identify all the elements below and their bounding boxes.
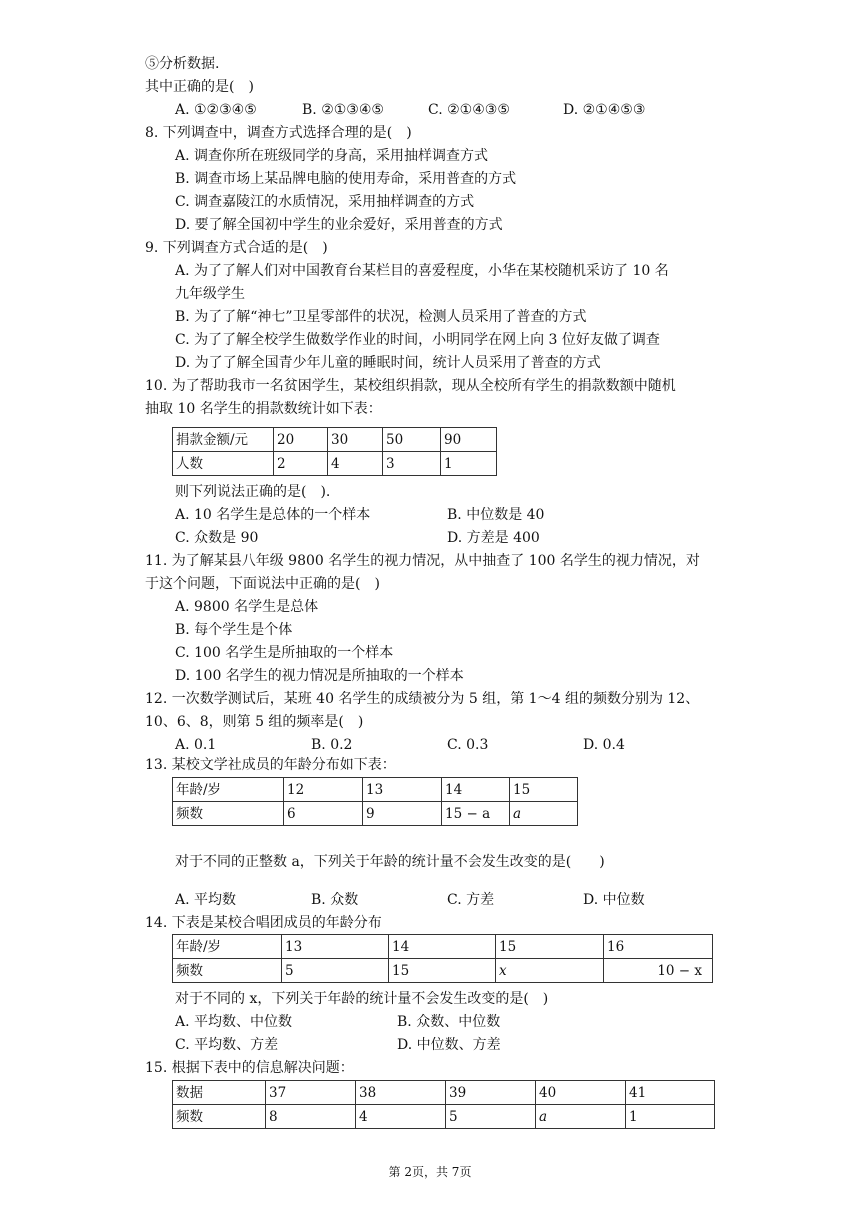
- q7-option-b: B. ②①③④⑤: [302, 102, 384, 118]
- q10-option-c: C. 众数是 90: [175, 530, 259, 546]
- q10-question: 则下列说法正确的是( ).: [175, 484, 331, 500]
- q12-option-a: A. 0.1: [175, 737, 217, 753]
- table-cell: 30: [328, 428, 383, 452]
- table-row: [173, 935, 713, 959]
- q8-stem: 8. 下列调查中，调查方式选择合理的是( ): [145, 125, 412, 141]
- table-cell: 频数: [173, 802, 284, 826]
- q13-option-b: B. 众数: [311, 892, 359, 908]
- table-cell: 频数: [173, 1105, 266, 1129]
- q10-stem-line2: 抽取 10 名学生的捐款数统计如下表：: [145, 401, 382, 417]
- table-cell: 8: [266, 1105, 356, 1129]
- table-cell: 9: [363, 802, 442, 826]
- table-cell: 13: [363, 778, 442, 802]
- table-cell: 15: [389, 959, 496, 983]
- q7-option-c: C. ②①④③⑤: [428, 102, 510, 118]
- table-cell: 1: [626, 1105, 715, 1129]
- table-cell: 37: [266, 1081, 356, 1105]
- table-cell: 2: [274, 452, 328, 476]
- q14-option-b: B. 众数、中位数: [397, 1014, 501, 1030]
- table-cell: x: [496, 959, 604, 983]
- table-cell: 14: [442, 778, 510, 802]
- q12-stem-line2: 10、6、8，则第 5 组的频率是( ): [145, 714, 364, 730]
- table-cell: 15: [510, 778, 578, 802]
- q11-stem-line1: 11. 为了解某县八年级 9800 名学生的视力情况，从中抽查了 100 名学生的视力情况，对: [145, 553, 700, 569]
- q10-stem-line1: 10. 为了帮助我市一名贫困学生，某校组织捐款，现从全校所有学生的捐款数额中随机: [145, 378, 676, 394]
- q14-stem: 14. 下表是某校合唱团成员的年龄分布: [145, 915, 382, 931]
- q15-table: [172, 1080, 715, 1129]
- q13-stem: 13. 某校文学社成员的年龄分布如下表：: [145, 757, 396, 773]
- q12-stem-line1: 12. 一次数学测试后，某班 40 名学生的成绩被分为 5 组，第 1～4 组的频数分别为 12、: [145, 691, 700, 707]
- table-cell: 人数: [173, 452, 274, 476]
- q8-option-a: A. 调查你所在班级同学的身高，采用抽样调查方式: [175, 148, 489, 164]
- table-row: [173, 959, 713, 983]
- q12-option-d: D. 0.4: [583, 737, 625, 753]
- table-cell: 15 − a: [442, 802, 510, 826]
- table-cell: 20: [274, 428, 328, 452]
- table-cell: 41: [626, 1081, 715, 1105]
- table-cell: 1: [441, 452, 497, 476]
- table-cell: 捐款金额/元: [173, 428, 274, 452]
- table-cell: 4: [328, 452, 383, 476]
- table-cell: a: [536, 1105, 626, 1129]
- table-cell: 年龄/岁: [173, 935, 282, 959]
- q14-option-d: D. 中位数、方差: [397, 1037, 501, 1053]
- table-row: [173, 428, 497, 452]
- q13-option-c: C. 方差: [447, 892, 495, 908]
- q13-question: 对于不同的正整数 a，下列关于年龄的统计量不会发生改变的是( ): [175, 854, 605, 870]
- table-cell: 90: [441, 428, 497, 452]
- q14-option-c: C. 平均数、方差: [175, 1037, 279, 1053]
- table-row: [173, 1081, 715, 1105]
- table-cell: a: [510, 802, 578, 826]
- q9-option-c: C. 为了了解全校学生做数学作业的时间，小明同学在网上向 3 位好友做了调查: [175, 332, 660, 348]
- table-cell: 12: [284, 778, 363, 802]
- table-cell: 数据: [173, 1081, 266, 1105]
- table-row: [173, 778, 578, 802]
- q9-stem: 9. 下列调查方式合适的是( ): [145, 240, 328, 256]
- q7-step5: ⑤分析数据.: [145, 56, 220, 72]
- q9-option-a: A. 为了了解人们对中国教育台某栏目的喜爱程度，小华在某校随机采访了 10 名: [175, 263, 669, 279]
- q14-table: [172, 934, 713, 983]
- q8-option-d: D. 要了解全国初中学生的业余爱好，采用普查的方式: [175, 217, 503, 233]
- q8-option-c: C. 调查嘉陵江的水质情况，采用抽样调查的方式: [175, 194, 475, 210]
- q10-option-d: D. 方差是 400: [447, 530, 540, 546]
- table-cell: 10 − x: [604, 959, 713, 983]
- q11-option-d: D. 100 名学生的视力情况是所抽取的一个样本: [175, 668, 464, 684]
- table-cell: 14: [389, 935, 496, 959]
- table-cell: 40: [536, 1081, 626, 1105]
- table-cell: 4: [356, 1105, 446, 1129]
- table-cell: 3: [383, 452, 441, 476]
- q11-option-c: C. 100 名学生是所抽取的一个样本: [175, 645, 394, 661]
- q9-option-b: B. 为了了解“神七”卫星零部件的状况，检测人员采用了普查的方式: [175, 309, 587, 325]
- q7-question: 其中正确的是( ): [145, 79, 254, 95]
- q7-option-a: A. ①②③④⑤: [175, 102, 257, 118]
- q11-stem-line2: 于这个问题，下面说法中正确的是( ): [145, 576, 380, 592]
- table-cell: 6: [284, 802, 363, 826]
- table-row: [173, 452, 497, 476]
- q14-option-a: A. 平均数、中位数: [175, 1014, 293, 1030]
- q12-option-c: C. 0.3: [447, 737, 489, 753]
- table-cell: 13: [282, 935, 389, 959]
- table-row: [173, 802, 578, 826]
- table-row: [173, 1105, 715, 1129]
- table-cell: 50: [383, 428, 441, 452]
- q13-table: [172, 777, 578, 826]
- q13-option-d: D. 中位数: [583, 892, 645, 908]
- q11-option-a: A. 9800 名学生是总体: [175, 599, 319, 615]
- table-cell: 39: [446, 1081, 536, 1105]
- table-cell: 5: [446, 1105, 536, 1129]
- table-cell: 频数: [173, 959, 282, 983]
- q10-option-b: B. 中位数是 40: [447, 507, 545, 523]
- table-cell: 38: [356, 1081, 446, 1105]
- page-number-footer: 第 2页，共 7页: [388, 1165, 472, 1179]
- q12-option-b: B. 0.2: [311, 737, 353, 753]
- q9-option-a-cont: 九年级学生: [175, 286, 245, 302]
- table-cell: 16: [604, 935, 713, 959]
- q14-question: 对于不同的 x，下列关于年龄的统计量不会发生改变的是( ): [175, 991, 549, 1007]
- q15-stem: 15. 根据下表中的信息解决问题：: [145, 1060, 354, 1076]
- q10-option-a: A. 10 名学生是总体的一个样本: [175, 507, 371, 523]
- q10-table: [172, 427, 497, 476]
- q13-option-a: A. 平均数: [175, 892, 237, 908]
- table-cell: 15: [496, 935, 604, 959]
- q8-option-b: B. 调查市场上某品牌电脑的使用寿命，采用普查的方式: [175, 171, 517, 187]
- q7-option-d: D. ②①④⑤③: [563, 102, 646, 118]
- table-cell: 5: [282, 959, 389, 983]
- q9-option-d: D. 为了了解全国青少年儿童的睡眠时间，统计人员采用了普查的方式: [175, 355, 601, 371]
- q11-option-b: B. 每个学生是个体: [175, 622, 293, 638]
- table-cell: 年龄/岁: [173, 778, 284, 802]
